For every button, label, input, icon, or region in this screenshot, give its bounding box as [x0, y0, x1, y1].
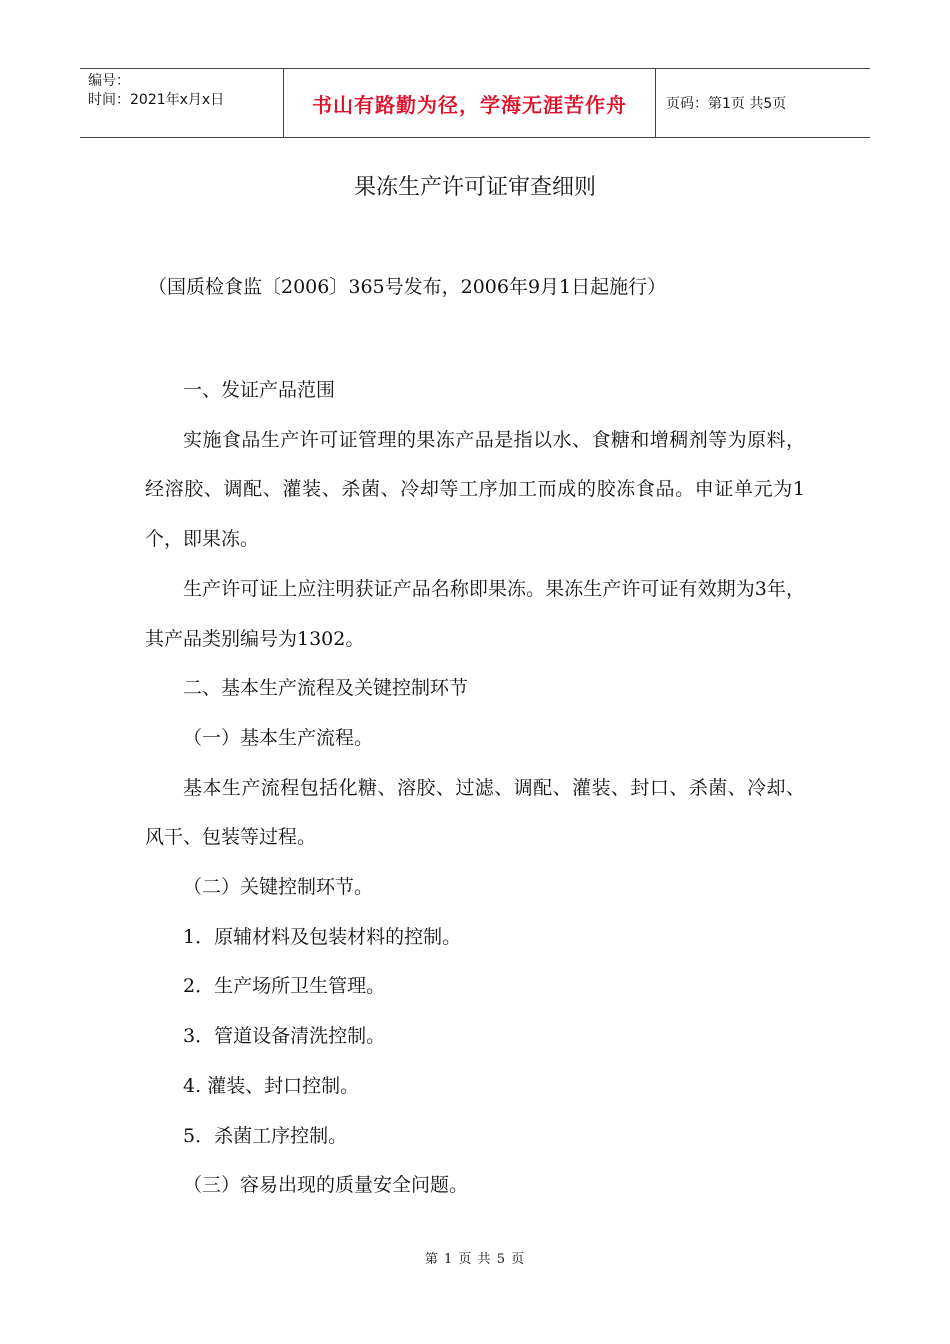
document-body — [145, 366, 805, 1211]
list-item: 3．管道设备清洗控制。 — [183, 1025, 386, 1048]
section-heading-scope: 一、发证产品范围 — [183, 379, 336, 401]
list-item: 4. 灌装、封口控制。 — [183, 1074, 360, 1097]
subsection-heading-quality-issues: （三）容易出现的质量安全问题。 — [183, 1174, 469, 1197]
document-title: 果冻生产许可证审查细则 — [353, 175, 596, 200]
header-date-label: 时间：2021年x月x日 — [88, 92, 225, 108]
page-footer: 第 1 页 共 5 页 — [424, 1252, 526, 1267]
section-heading-process: 二、基本生产流程及关键控制环节 — [183, 677, 469, 700]
header-number-label: 编号： — [88, 73, 130, 89]
header-page-info: 页码：第1页 共5页 — [666, 96, 787, 112]
document-subtitle: （国质检食监〔2006〕365号发布，2006年9月1日起施行） — [148, 276, 667, 298]
paragraph-license-validity: 生产许可证上应注明获证产品名称即果冻。果冻生产许可证有效期为3年，其产品类别编号为1302。 — [145, 577, 805, 650]
header-motto: 书山有路勤为径，学海无涯苦作舟 — [283, 69, 656, 137]
document-header — [80, 68, 870, 138]
paragraph-basic-process: 基本生产流程包括化糖、溶胶、过滤、调配、灌装、封口、杀菌、冷却、风干、包装等过程。 — [145, 776, 805, 849]
list-item: 2．生产场所卫生管理。 — [183, 975, 386, 998]
list-item: 5．杀菌工序控制。 — [183, 1124, 348, 1147]
paragraph-scope-definition: 实施食品生产许可证管理的果冻产品是指以水、食糖和增稠剂等为原料，经溶胶、调配、灌装、杀菌、冷却等工序加工而成的胶冻食品。申证单元为1个，即果冻。 — [145, 428, 805, 551]
subsection-heading-basic-process: （一）基本生产流程。 — [183, 726, 374, 749]
list-item: 1．原辅材料及包装材料的控制。 — [183, 925, 462, 948]
header-meta — [80, 69, 283, 137]
subsection-heading-key-control: （二）关键控制环节。 — [183, 876, 374, 899]
